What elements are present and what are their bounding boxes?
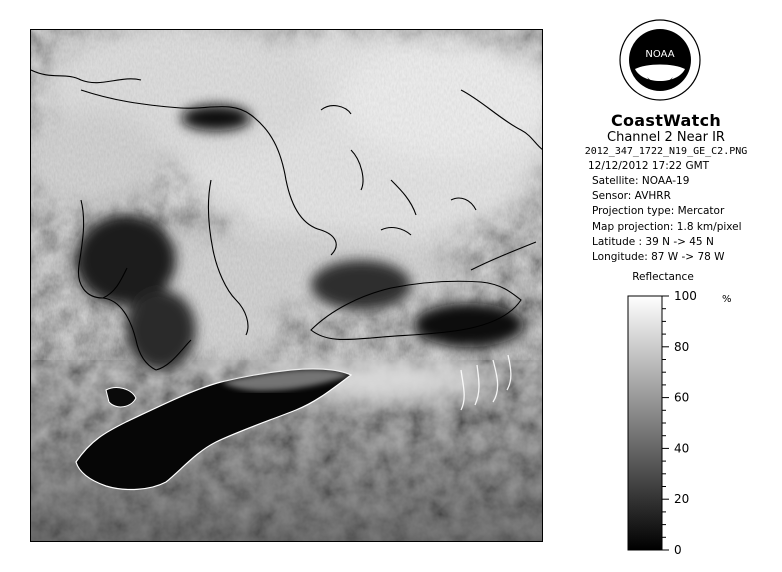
filename-label: 2012_347_1722_N19_GE_C2.PNG	[584, 146, 748, 157]
colorbar-tick-label: 80	[674, 339, 690, 354]
satellite-image	[30, 29, 543, 542]
map-projection-label: Map projection: 1.8 km/pixel	[592, 220, 742, 233]
longitude-label: Longitude: 87 W -> 78 W	[592, 251, 725, 264]
sensor-label: Sensor: AVHRR	[592, 190, 671, 203]
info-panel	[560, 112, 772, 265]
colorbar-tick-label: 20	[674, 492, 690, 507]
logo-text: NOAA	[645, 49, 675, 60]
colorbar-tick-label: 100	[674, 290, 697, 303]
colorbar-tick-label: 0	[674, 543, 682, 555]
latitude-label: Latitude : 39 N -> 45 N	[592, 235, 714, 248]
noaa-logo-icon	[619, 19, 701, 101]
channel-label: Channel 2 Near IR	[607, 130, 725, 145]
colorbar-gradient	[628, 296, 662, 550]
great-lakes-reflectance-map	[31, 30, 543, 542]
colorbar-tick-label: 40	[674, 441, 690, 456]
colorbar-tick-label: 60	[674, 390, 690, 405]
colorbar	[618, 290, 738, 555]
satellite-label: Satellite: NOAA-19	[592, 175, 690, 187]
date-time: 12/12/2012 17:22 GMT	[588, 160, 710, 172]
projection-type-label: Projection type: Mercator	[592, 205, 725, 218]
colorbar-title: Reflectance	[632, 271, 694, 283]
colorbar-unit: %	[722, 294, 732, 305]
app-title: CoastWatch	[610, 111, 722, 130]
